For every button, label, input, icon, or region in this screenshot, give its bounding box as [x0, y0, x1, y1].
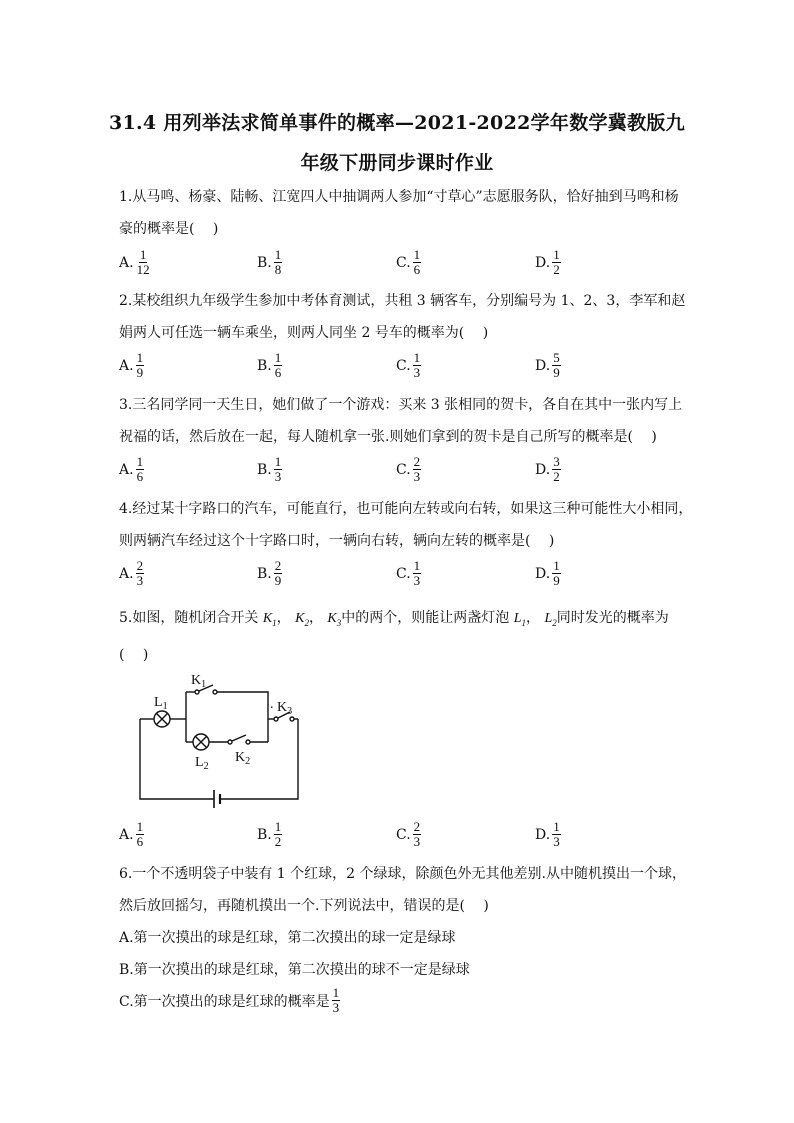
fraction: $\frac{2}{9}$ [274, 558, 282, 588]
question-3-option-a[interactable]: A. $\frac{1}{6}$ [119, 454, 144, 484]
lamp-l1-symbol: $L_1$ [513, 611, 526, 628]
question-1-option-a[interactable]: A. $\frac{1}{12}$ [119, 247, 150, 277]
lamp-l2-symbol: $L_2$ [544, 611, 557, 628]
question-2-option-a[interactable]: A. $\frac{1}{9}$ [119, 350, 144, 380]
question-6-choice-b[interactable]: B.第一次摸出的球是红球，第二次摸出的球不一定是绿球 [119, 962, 470, 978]
question-2-option-d[interactable]: D. $\frac{5}{9}$ [535, 350, 560, 380]
question-4-option-c[interactable]: C. $\frac{1}{3}$ [396, 558, 421, 588]
question-1-option-b[interactable]: B. $\frac{1}{8}$ [257, 247, 282, 277]
fraction: $\frac{1}{9}$ [553, 558, 560, 588]
fraction: $\frac{1}{3}$ [332, 985, 340, 1015]
question-6-choice-c[interactable]: C.第一次摸出的球是红球的概率是 $\frac{1}{3}$ [119, 985, 340, 1015]
fraction: $\frac{2}{3}$ [413, 819, 421, 849]
question-3-option-b[interactable]: B. $\frac{1}{3}$ [257, 454, 282, 484]
question-5-text-cont: ( ) [119, 647, 149, 663]
label-k1: $K_1$ [191, 673, 207, 690]
question-1-option-d[interactable]: D. $\frac{1}{2}$ [535, 247, 560, 277]
fraction: $\frac{1}{6}$ [413, 247, 421, 277]
question-4-option-b[interactable]: B. $\frac{2}{9}$ [257, 558, 282, 588]
fraction: $\frac{1}{6}$ [274, 350, 282, 380]
question-3-option-c[interactable]: C. $\frac{2}{3}$ [396, 454, 421, 484]
question-2-option-c[interactable]: C. $\frac{1}{3}$ [396, 350, 421, 380]
question-4-option-d[interactable]: D. $\frac{1}{9}$ [535, 558, 560, 588]
switch-k3-symbol: $K_3$ [327, 611, 342, 628]
question-4-text-cont: 则两辆汽车经过这个十字路口时，一辆向右转，辆向左转的概率是( ) [119, 533, 555, 549]
question-1-text: 1.从马鸣、杨豪、陆畅、江宽四人中抽调两人参加“寸草心”志愿服务队，恰好抽到马鸣和杨 [119, 189, 679, 205]
question-3-text-cont: 祝福的话，然后放在一起，每人随机拿一张.则她们拿到的贺卡是自己所写的概率是( ) [119, 429, 657, 445]
question-2-text: 2.某校组织九年级学生参加中考体育测试，共租 3 辆客车，分别编号为 1、2、3，李军和赵 [119, 293, 686, 309]
question-3-option-d[interactable]: D. $\frac{3}{2}$ [535, 454, 560, 484]
circuit-diagram [120, 664, 320, 814]
switch-k1-symbol: $K_1$ [262, 611, 277, 628]
label-k2: $K_2$ [235, 750, 251, 767]
switch-k2-symbol: $K_2$ [295, 611, 309, 628]
question-5-option-b[interactable]: B. $\frac{1}{2}$ [257, 819, 282, 849]
fraction: $\frac{3}{2}$ [553, 454, 560, 484]
label-l1: $L_1$ [154, 695, 168, 712]
question-5-option-c[interactable]: C. $\frac{2}{3}$ [396, 819, 421, 849]
fraction: $\frac{1}{9}$ [136, 350, 144, 380]
fraction: $\frac{1}{8}$ [274, 247, 282, 277]
question-4-text: 4.经过某十字路口的汽车，可能直行，也可能向左转或向右转，如果这三种可能性大小相同， [119, 501, 693, 517]
question-2-text-cont: 娟两人可任选一辆车乘坐，则两人同坐 2 号车的概率为( ) [119, 325, 489, 341]
question-3-text: 3.三名同学同一天生日，她们做了一个游戏：买来 3 张相同的贺卡，各自在其中一张内写上 [119, 397, 683, 413]
document-title-line-2: 年级下册同步课时作业 [300, 152, 494, 174]
fraction: $\frac{2}{3}$ [136, 558, 144, 588]
question-5-option-d[interactable]: D. $\frac{1}{3}$ [535, 819, 560, 849]
question-6-choice-a[interactable]: A.第一次摸出的球是红球，第二次摸出的球一定是绿球 [119, 930, 456, 946]
question-4-option-a[interactable]: A. $\frac{2}{3}$ [119, 558, 144, 588]
question-6-text: 6.一个不透明袋子中装有 1 个红球，2 个绿球，除颜色外无其他差别.从中随机摸出一个球， [119, 866, 686, 882]
label-l2: $L_2$ [195, 755, 209, 772]
fraction: $\frac{1}{6}$ [136, 819, 144, 849]
question-6-text-cont: 然后放回摇匀，再随机摸出一个.下列说法中，错误的是( ) [119, 898, 489, 914]
fraction: $\frac{1}{3}$ [553, 819, 560, 849]
fraction: $\frac{1}{12}$ [136, 247, 150, 277]
label-k3: $K_3$ [277, 700, 293, 717]
fraction: $\frac{1}{3}$ [413, 350, 421, 380]
question-1-option-c[interactable]: C. $\frac{1}{6}$ [396, 247, 421, 277]
fraction: $\frac{1}{3}$ [413, 558, 421, 588]
question-5-option-a[interactable]: A. $\frac{1}{6}$ [119, 819, 144, 849]
fraction: $\frac{5}{9}$ [553, 350, 560, 380]
question-1-text-cont: 豪的概率是( ) [119, 221, 219, 237]
fraction: $\frac{1}{3}$ [274, 454, 282, 484]
fraction: $\frac{2}{3}$ [413, 454, 421, 484]
fraction: $\frac{1}{2}$ [553, 247, 560, 277]
question-5-text: 5.如图，随机闭合开关 $K_1$， $K_2$， $K_3$中的两个，则能让两盏灯泡 $L_1$， $L_2$同时发光的概率为 [119, 610, 669, 628]
question-2-option-b[interactable]: B. $\frac{1}{6}$ [257, 350, 282, 380]
fraction: $\frac{1}{2}$ [274, 819, 282, 849]
label-dot: . [270, 697, 274, 712]
document-title-line-1: 31.4 用列举法求简单事件的概率—2021-2022学年数学冀教版九 [108, 112, 686, 134]
fraction: $\frac{1}{6}$ [136, 454, 144, 484]
